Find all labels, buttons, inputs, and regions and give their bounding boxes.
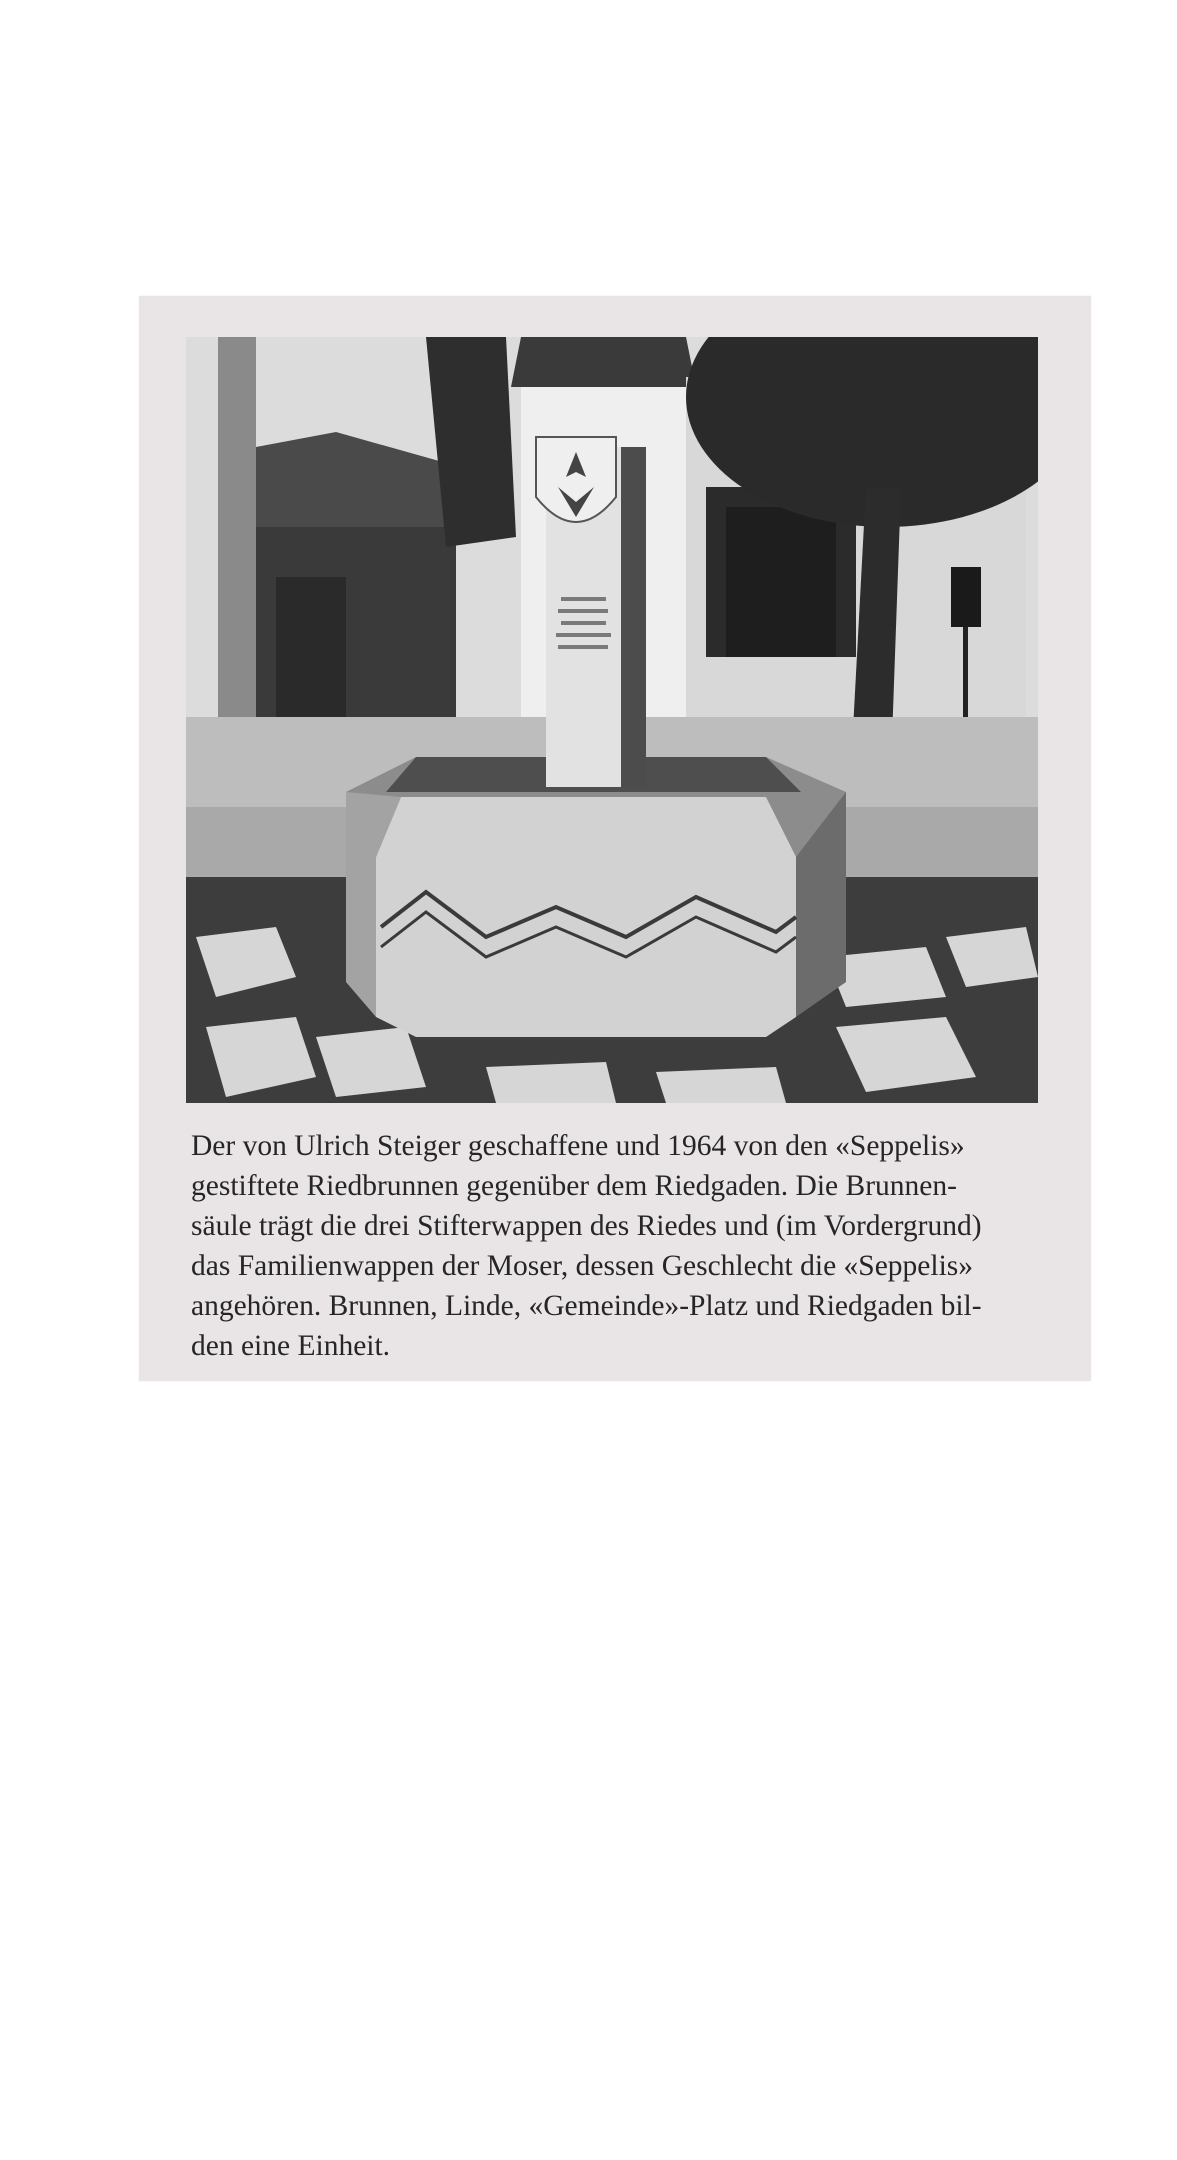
caption-line: Der von Ulrich Steiger geschaffene und 1964 von den «Seppelis» [191,1130,965,1162]
caption-line: säule trägt die drei Stifterwappen des Riedes und (im Vordergrund) [191,1210,982,1242]
caption-line: angehören. Brunnen, Linde, «Gemeinde»-Platz und Riedgaden bil- [191,1290,982,1322]
caption-line: das Familienwappen der Moser, dessen Geschlecht die «Seppelis» [191,1250,974,1282]
caption-line: gestiftete Riedbrunnen gegenüber dem Riedgaden. Die Brunnen- [191,1170,957,1202]
printed-page [139,296,1091,1381]
photo-caption [191,1126,1051,1366]
fountain-photograph [186,337,1038,1103]
caption-line: den eine Einheit. [191,1330,391,1362]
